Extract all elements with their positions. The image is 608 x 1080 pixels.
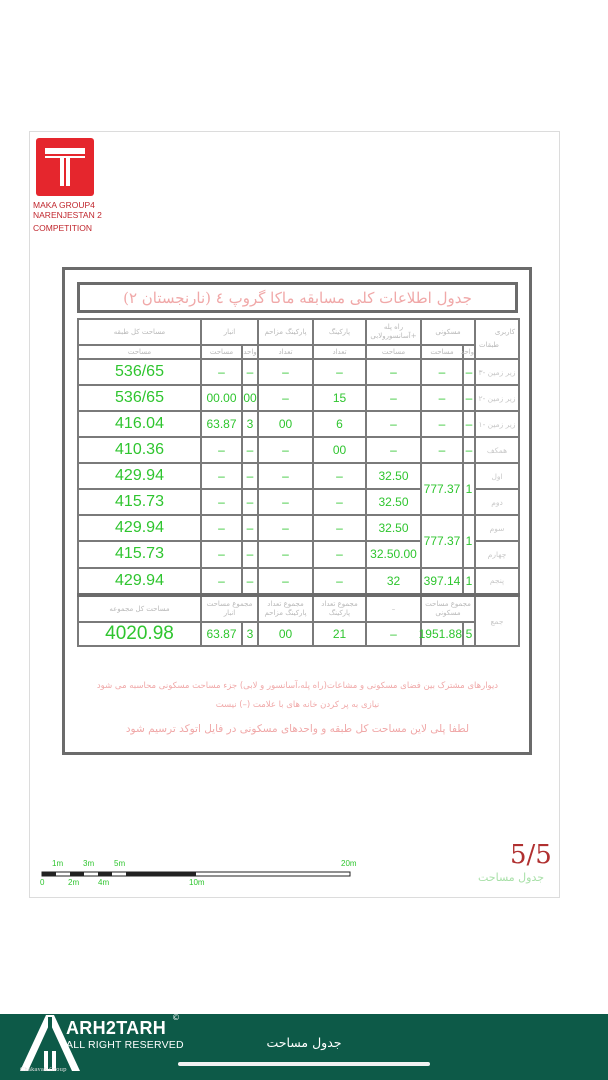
scale-label-bottom-2: 2m — [68, 878, 80, 887]
header-parking: پارکینگ — [313, 319, 366, 345]
header-stair: راه پله +آسانسورولابی — [366, 319, 421, 345]
note-line-2: نیازی به پر کردن خانه های با علامت (–) نیست — [215, 700, 380, 710]
subheader-store-unit: واحد — [242, 345, 258, 359]
totals-stair-head: – — [366, 595, 421, 622]
header-category: کاربری طبقات — [475, 319, 519, 359]
header-residential: مسکونی — [421, 319, 475, 345]
brand-name: ARH2TARH — [66, 1018, 167, 1038]
table-row: پنجم 1 397.14 32 – – – – 429.94 — [78, 568, 519, 596]
header-nuisance-parking: پارکینگ مزاحم — [258, 319, 313, 345]
note-line-3: لطفا پلی لاین مساحت کل طبقه و واحدهای مسکونی در فایل اتوکد ترسیم شود — [125, 723, 470, 735]
subheader-total-area: مساحت — [78, 345, 201, 359]
group-text: Chakavak Group — [20, 1067, 67, 1073]
totals-res-head: مجموع مساحت مسکونی — [421, 595, 475, 622]
totals-total: 4020.98 — [78, 622, 201, 646]
totals-stair: – — [366, 622, 421, 646]
totals-res-area: 1951.88 — [421, 622, 463, 646]
table-row: دوم 32.50 – – – – 415.73 — [78, 489, 519, 515]
merged-res-area-1: 777.37 — [421, 463, 463, 515]
subheader-res-unit: واحد — [463, 345, 475, 359]
maka-logo — [36, 138, 94, 196]
subheader-res-area: مساحت — [421, 345, 463, 359]
totals-total-head: مساحت کل مجموعه — [78, 595, 201, 622]
totals-nuisance-head: مجموع تعداد پارکینگ مزاحم — [258, 595, 313, 622]
table-row: چهارم 32.50.00 – – – – 415.73 — [78, 541, 519, 567]
table-row: اول 1 777.37 32.50 – – – – 429.94 — [78, 463, 519, 489]
merged-res-area-2: 777.37 — [421, 515, 463, 567]
totals-store-head: مجموع مساحت انبار — [201, 595, 258, 622]
page-number: 5/5 — [510, 840, 552, 870]
scale-label-bottom-3: 4m — [98, 878, 110, 887]
totals-head-row — [78, 595, 519, 622]
scale-label-top-4: 20m — [341, 859, 357, 868]
subheader-stair-area: مساحت — [366, 345, 421, 359]
table-row: زیر زمین -١ – – – 6 00 3 63.87 416.04 — [78, 411, 519, 437]
area-table — [77, 318, 518, 647]
merged-res-unit-2: 1 — [463, 515, 475, 567]
page-label: جدول مساحت — [478, 871, 545, 884]
table-row: زیر زمین -٣ – – – – – – – 536/65 — [78, 359, 519, 385]
table-row: زیر زمین -٢ – – – 15 – 00 00.00 536/65 — [78, 385, 519, 411]
subheader-store-area: مساحت — [201, 345, 242, 359]
logo-line-2: NARENJESTAN 2 — [33, 210, 102, 220]
logo-line-1: MAKA GROUP4 — [33, 200, 95, 210]
totals-parking-head: مجموع تعداد پارکینگ — [313, 595, 366, 622]
scale-label-bottom-4: 10m — [189, 878, 205, 887]
scale-label-top-3: 5m — [114, 859, 126, 868]
merged-res-unit-1: 1 — [463, 463, 475, 515]
header-total-floor-area: مساحت کل طبقه — [78, 319, 201, 345]
table-title: جدول اطلاعات کلی مسابقه ماکا گروپ ٤ (نارنجستان ٢) — [77, 282, 518, 313]
totals-nuisance: 00 — [258, 622, 313, 646]
scale-label-bottom-1: 0 — [40, 878, 45, 887]
table-row: سوم 1 777.37 32.50 – – – – 429.94 — [78, 515, 519, 541]
totals-label: جمع — [475, 595, 519, 646]
logo-line-3: COMPETITION — [33, 223, 93, 233]
subheader-nuisance-count: تعداد — [258, 345, 313, 359]
totals-store-area: 63.87 — [201, 622, 242, 646]
logo-text — [33, 200, 123, 233]
image-caption: جدول مساحت — [266, 1035, 342, 1050]
table-row: همکف – – – 00 – – – 410.36 — [78, 437, 519, 463]
note-line-1: دیوارهای مشترک بین فضای مسکونی و مشاعات(راه پله،آسانسور و لابی) جزء مساحت مسکونی محاسبه می شود — [96, 681, 499, 691]
totals-store-unit: 3 — [242, 622, 258, 646]
home-indicator[interactable] — [178, 1062, 430, 1066]
totals-value-row — [78, 622, 519, 646]
totals-res-unit: 5 — [463, 622, 475, 646]
header-storage: انبار — [201, 319, 258, 345]
scale-label-top-2: 3m — [83, 859, 95, 868]
scale-label-top-1: 1m — [52, 859, 64, 868]
rights-text: ALL RIGHT RESERVED — [66, 1039, 184, 1051]
totals-parking: 21 — [313, 622, 366, 646]
scale-bar — [40, 858, 360, 888]
copyright-mark: © — [172, 1013, 180, 1022]
subheader-parking-count: تعداد — [313, 345, 366, 359]
